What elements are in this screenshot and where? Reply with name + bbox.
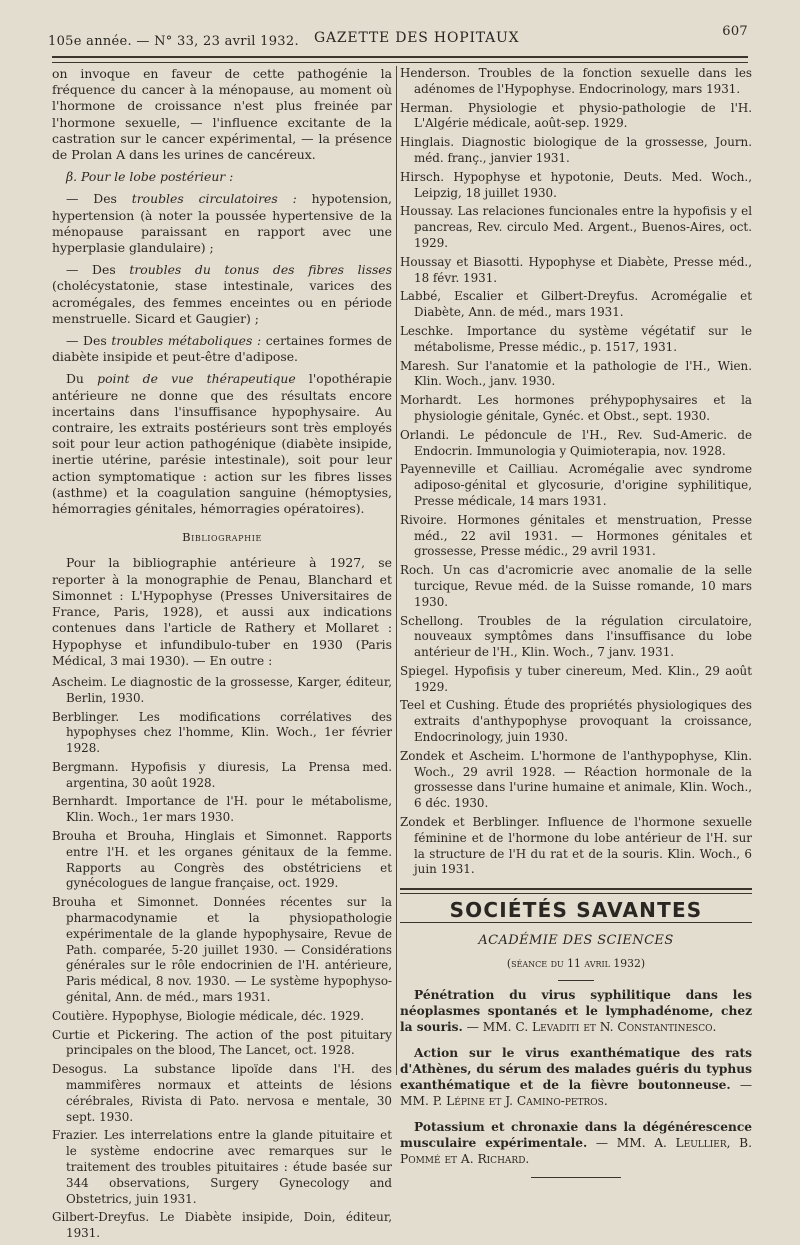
reference-item: Berblinger. Les modifications corrélatives des hypophyses chez l'homme, Klin. Woch., 1er février 1928.: [52, 709, 392, 756]
paragraph: on invoque en faveur de cette pathogénie la fréquence du cancer à la ménopause, au moment où l'hormone de croissance n'est plus freinée par l'hormone sexuelle, — l'influence excitante de la castration sur le cancer expérimental, — la présence de Prolan A dans les urines de cancéreux.: [52, 66, 392, 163]
short-rule: [531, 1177, 621, 1178]
paragraph: — Des troubles du tonus des fibres lisses (cholécystatonie, stase intestinale, varices des acromégales, des femmes enceintes ou en période menstruelle. Sicard et Gaugier) ;: [52, 262, 392, 326]
right-column: [400, 66, 752, 1184]
left-column: [52, 66, 392, 1245]
reference-item: Bergmann. Hypofisis y diuresis, La Prensa med. argentina, 30 août 1928.: [52, 759, 392, 790]
reference-item: Hirsch. Hypophyse et hypotonie, Deuts. Med. Woch., Leipzig, 18 juillet 1930.: [400, 169, 752, 200]
header-rule: [52, 56, 748, 63]
subheading: β. Pour le lobe postérieur :: [66, 169, 234, 185]
reference-item: Teel et Cushing. Étude des propriétés physiologiques des extraits d'anthypophyse provoquant la croissance, Endocrinology, juin 1930.: [400, 698, 752, 745]
reference-item: Hinglais. Diagnostic biologique de la grossesse, Journ. méd. franç., janvier 1931.: [400, 135, 752, 165]
page-header: [48, 24, 748, 58]
reference-item: Henderson. Troubles de la fonction sexuelle dans les adénomes de l'Hypophyse. Endocrinology, mars 1931.: [400, 66, 752, 96]
paragraph: — Des troubles métaboliques : certaines formes de diabète insipide et peut-être d'adipose.: [52, 333, 392, 365]
section-rule: [400, 922, 752, 923]
reference-item: Frazier. Les interrelations entre la glande pituitaire et le système endocrine avec remarques sur le traitement des troubles pituitaires : étude basée sur 344 observations, Surgery Gynecology and Obstetrics, juin 1931.: [52, 1128, 392, 1206]
reference-item: Gilbert-Dreyfus. Le Diabète insipide, Doin, éditeur, 1931.: [52, 1210, 392, 1241]
paragraph: Du point de vue thérapeutique l'opothérapie antérieure ne donne que des résultats encore incertains dans l'insuffisance hypophysaire. Au contraire, les extraits postérieurs sont très employés soit pour leur action pathogénique (diabète insipide, inertie utérine, parésie intestinale), soit pour leur action symptomatique : action sur les fibres lisses (asthme) et la coagulation sanguine (hémoptysies, hémorragies génitales, hémorragies opératoires).: [52, 371, 392, 517]
bibliography-title: Bibliographie: [182, 530, 262, 545]
column-divider: [396, 66, 397, 1075]
reference-item: Brouha et Brouha, Hinglais et Simonnet. Rapports entre l'H. et les organes génitaux de la femme. Rapports au Congrès des obstétriciens et gynécologues de langue française, oct. 1929.: [52, 829, 392, 891]
reference-item: Labbé, Escalier et Gilbert-Dreyfus. Acromégalie et Diabète, Ann. de méd., mars 1931.: [400, 289, 752, 320]
reference-item: Leschke. Importance du système végétatif sur le métabolisme, Presse médic., p. 1517, 1931.: [400, 323, 752, 354]
reference-item: Zondek et Berblinger. Influence de l'hormone sexuelle féminine et de l'hormone du lobe antérieur de l'H. sur la structure de l'H du rat et de la souris. Klin. Woch., 6 juin 1931.: [400, 815, 752, 877]
reference-item: Payenneville et Cailliau. Acromégalie avec syndrome adiposo-génital et glycosurie, d'origine syphilitique, Presse médicale, 14 mars 1931.: [400, 462, 752, 508]
reference-item: Orlandi. Le pédoncule de l'H., Rev. Sud-Americ. de Endocrin. Immunologia y Quimioterapia, nov. 1928.: [400, 427, 752, 458]
reference-item: Spiegel. Hypofisis y tuber cinereum, Med. Klin., 29 août 1929.: [400, 663, 752, 694]
reference-item: Morhardt. Les hormones préhypophysaires et la physiologie génitale, Gynéc. et Obst., sept. 1930.: [400, 393, 752, 423]
reference-item: Schellong. Troubles de la régulation circulatoire, nouveaux symptômes dans l'insuffisance du lobe antérieur de l'H., Klin. Woch., 7 janv. 1931.: [400, 613, 752, 660]
communication: Potassium et chronaxie dans la dégénérescence musculaire expérimentale. — MM. A. Leullier, B. Pommé et A. Richard.: [400, 1119, 752, 1166]
reference-item: Maresh. Sur l'anatomie et la pathologie de l'H., Wien. Klin. Woch., janv. 1930.: [400, 358, 752, 389]
reference-item: Coutière. Hypophyse, Biologie médicale, déc. 1929.: [52, 1008, 365, 1023]
reference-item: Zondek et Ascheim. L'hormone de l'anthypophyse, Klin. Woch., 29 avril 1928. — Réaction hormonale de la grossesse dans l'urine humaine et animale, Klin. Woch., 6 déc. 1930.: [400, 748, 752, 811]
reference-list: [52, 675, 392, 1242]
section-rule: [400, 888, 752, 894]
reference-item: Bernhardt. Importance de l'H. pour le métabolisme, Klin. Woch., 1er mars 1930.: [52, 794, 392, 825]
communication: Action sur le virus exanthématique des rats d'Athènes, du sérum des malades guéris du typhus exanthématique et de la fièvre boutonneuse. — MM. P. Lépine et J. Camino-petros.: [400, 1045, 753, 1108]
reference-item: Curtie et Pickering. The action of the post pituitary principales on the blood, The Lancet, oct. 1928.: [52, 1027, 392, 1058]
short-rule: [558, 980, 594, 981]
reference-item: Herman. Physiologie et physio-pathologie de l'H. L'Algérie médicale, août-sep. 1929.: [400, 100, 752, 131]
journal-title: GAZETTE DES HOPITAUX: [314, 30, 520, 46]
reference-list: [400, 66, 752, 878]
reference-item: Rivoire. Hormones génitales et menstruation, Presse méd., 22 avil 1931. — Hormones génitales et grossesse, Presse médic., 29 avril 1931.: [400, 512, 752, 559]
reference-item: Brouha et Simonnet. Données récentes sur la pharmacodynamie et la physiopathologie expérimentale de la glande hypophysaire, Revue de Path. comparée, 5-20 juillet 1930. — Considérations générales sur le rôle endocrinien de l'H. antérieure, Paris médical, 8 nov. 1930. — Le système hypophyso-génital, Ann. de méd., mars 1931.: [52, 895, 392, 1005]
page-number: 607: [722, 24, 748, 39]
bibliography-intro: Pour la bibliographie antérieure à 1927, se reporter à la monographie de Penau, Blanchard et Simonnet : L'Hypophyse (Presses Universitaires de France, Paris, 1928), et aussi aux indications contenues dans l'article de Rathery et Mollaret : Hypophyse et infundibulo-tuber en 1930 (Paris Médical, 3 mai 1930). — En outre :: [52, 555, 392, 668]
seance-date: (séance du 11 avril 1932): [506, 956, 646, 970]
reference-item: Houssay. Las relaciones funcionales entre la hypofisis y el pancreas, Rev. circulo Med. Argent., Buenos-Aires, oct. 1929.: [400, 204, 752, 250]
reference-item: Roch. Un cas d'acromicrie avec anomalie de la selle turcique, Revue méd. de la Suisse romande, 10 mars 1930.: [400, 563, 752, 609]
paragraph: — Des troubles circulatoires : hypotension, hypertension (à noter la poussée hypertensive de la ménopause paraissant en rapport avec une hyperplasie glandulaire) ;: [52, 191, 392, 256]
reference-item: Ascheim. Le diagnostic de la grossesse, Karger, éditeur, Berlin, 1930.: [52, 674, 392, 705]
communication: Pénétration du virus syphilitique dans les néoplasmes spontanés et le lymphadénome, chez la souris. — MM. C. Levaditi et N. Constantinesco.: [400, 987, 752, 1034]
reference-item: Desogus. La substance lipoïde dans l'H. des mammifères normaux et atteints de lésions cérébrales, Rivista di Pato. nervosa e mentale, 30 sept. 1930.: [52, 1062, 392, 1124]
societes-title: SOCIÉTÉS SAVANTES: [449, 898, 703, 923]
academie-heading: ACADÉMIE DES SCIENCES: [478, 933, 674, 949]
issue-info: 105e année. — N° 33, 23 avril 1932.: [48, 34, 299, 49]
reference-item: Houssay et Biasotti. Hypophyse et Diabète, Presse méd., 18 févr. 1931.: [400, 254, 752, 285]
